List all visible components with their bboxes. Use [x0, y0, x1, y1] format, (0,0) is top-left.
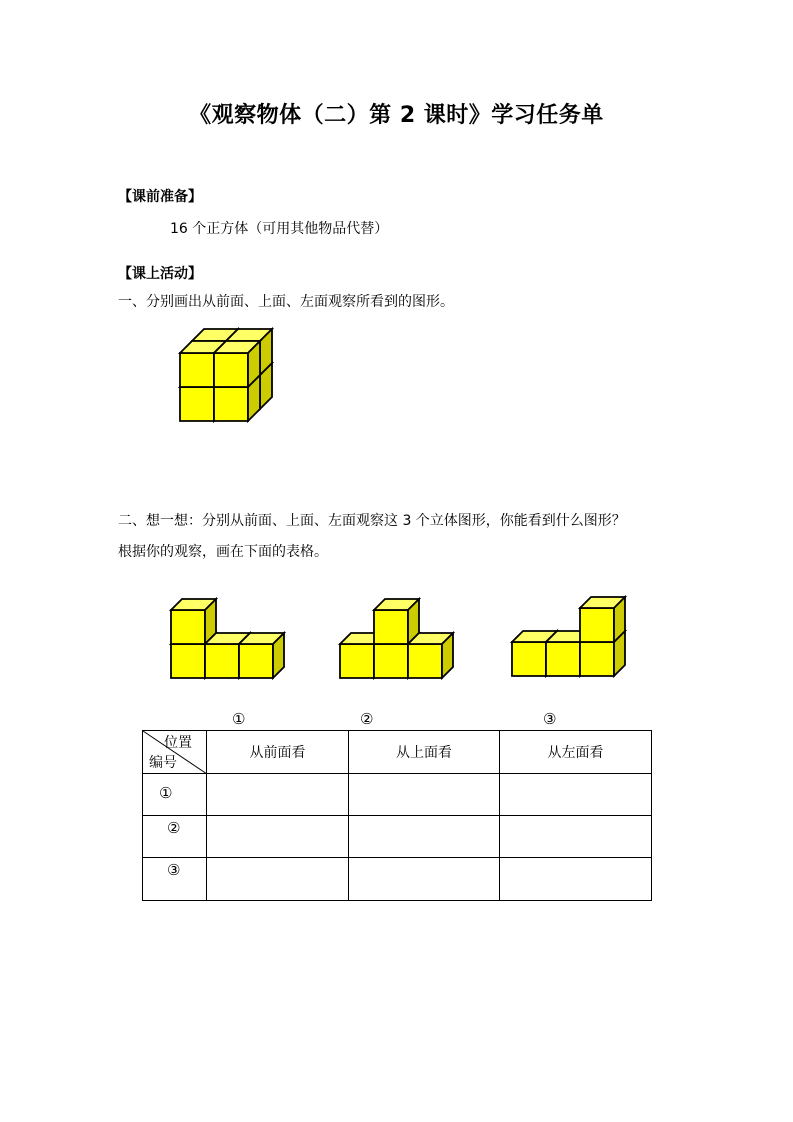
cube-front-face: [512, 642, 546, 676]
page-title: 《观察物体（二）第 2 课时》学习任务单: [189, 103, 604, 128]
task1-text: 一、分别画出从前面、上面、左面观察所看到的图形。: [118, 294, 454, 310]
task2-text-line2: 根据你的观察，画在下面的表格。: [118, 544, 328, 560]
answer-cell[interactable]: [500, 774, 652, 816]
observation-table: [142, 730, 651, 900]
cube-front-face: [580, 608, 614, 642]
answer-cell[interactable]: [349, 858, 500, 901]
prep-heading: 【课前准备】: [118, 189, 202, 205]
column-header-front: 从前面看: [207, 731, 349, 774]
answer-cell[interactable]: [500, 858, 652, 901]
activity-heading: 【课上活动】: [118, 266, 202, 282]
answer-cell[interactable]: [349, 774, 500, 816]
prep-text: 16 个正方体（可用其他物品代替）: [170, 221, 389, 237]
shape-label-1: ①: [232, 710, 246, 728]
shape-label-2: ②: [360, 710, 374, 728]
cube-front-face: [546, 642, 580, 676]
answer-cell[interactable]: [349, 816, 500, 858]
column-header-top: 从上面看: [349, 731, 500, 774]
corner-label-position: 位置: [164, 735, 192, 751]
cube-front-face: [580, 642, 614, 676]
answer-cell[interactable]: [207, 774, 349, 816]
shape-label-3: ③: [543, 710, 557, 728]
column-header-left: 从左面看: [500, 731, 652, 774]
row-label-1: ①: [143, 774, 207, 816]
table-corner-cell: [143, 731, 207, 774]
answer-cell[interactable]: [207, 858, 349, 901]
answer-cell[interactable]: [500, 816, 652, 858]
row-label-2: ②: [143, 816, 207, 858]
corner-label-number: 编号: [149, 755, 177, 771]
answer-cell[interactable]: [207, 816, 349, 858]
row-label-3: ③: [143, 858, 207, 901]
task2-text-line1: 二、想一想：分别从前面、上面、左面观察这 3 个立体图形，你能看到什么图形？: [118, 513, 626, 529]
